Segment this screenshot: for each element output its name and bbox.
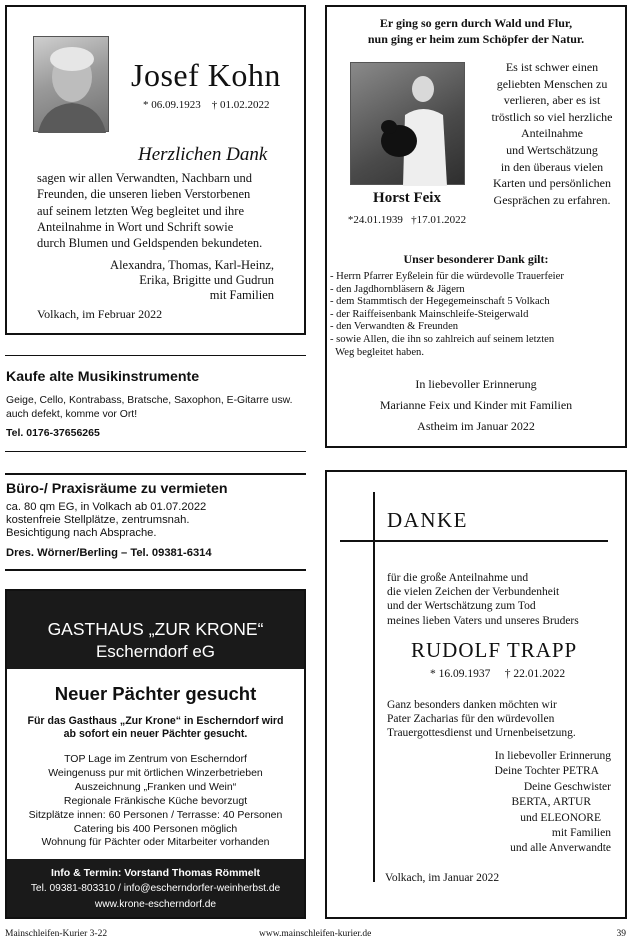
krone-features <box>7 753 304 850</box>
text-line: und Wertschätzung <box>506 142 598 157</box>
ad-line: Geige, Cello, Kontrabass, Bratsche, Saxophon, E-Gitarre usw. <box>6 395 293 406</box>
portrait-photo <box>350 62 465 185</box>
office-ad-text <box>6 501 206 541</box>
krone-website: www.krone-escherndorf.de <box>94 899 217 910</box>
office-ad-contact: Dres. Wörner/Berling – Tel. 09381-6314 <box>6 547 212 559</box>
deceased-name: RUDOLF TRAPP <box>411 638 578 662</box>
text-line: Gesprächen zu erfahren. <box>493 192 611 207</box>
life-dates: *24.01.1939 †17.01.2022 <box>347 214 467 226</box>
obituary-feix <box>325 5 627 448</box>
text-line: Es ist schwer einen <box>505 60 599 74</box>
krone-place: Escherndorf eG <box>95 642 216 661</box>
intro-line: und der Wertschätzung zum Tod <box>387 600 536 613</box>
ad-line: kostenfreie Stellplätze, zentrumsnah. <box>6 514 190 527</box>
ad-line: auch defekt, komme vor Ort! <box>6 408 138 420</box>
list-item: - dem Stammtisch der Hegegemeinschaft 5 Volkach <box>330 296 550 308</box>
thanks-line: Ganz besonders danken möchten wir <box>387 699 557 711</box>
family-line: BERTA, ARTUR <box>511 796 591 809</box>
ad-line: ca. 80 qm EG, in Volkach ab 01.07.2022 <box>6 501 207 513</box>
thanks-line: Trauergottesdienst und Urnenbeisetzung. <box>387 727 576 740</box>
text-line: Karten und persönlichen <box>493 176 611 191</box>
body-line: durch Blumen und Geldspenden bekundeten. <box>37 236 263 251</box>
thanks-line: Pater Zacharias für den würdevollen <box>387 713 555 726</box>
list-item: Weg begleitet haben. <box>330 346 424 358</box>
text-line: verlieren, aber es ist <box>503 93 601 108</box>
signers <box>110 258 274 303</box>
krone-contact-bar <box>7 859 304 917</box>
feature-line: Weingenuss pur mit örtlichen Winzerbetrieben <box>48 766 263 779</box>
krone-contact-line: Tel. 09381-803310 / info@escherndorfer-weinherbst.de <box>30 883 281 894</box>
list-item: - den Verwandten & Freunden <box>330 321 459 333</box>
text-line: geliebten Menschen zu <box>496 76 608 91</box>
krone-intro <box>7 715 304 741</box>
place-date: Volkach, im Januar 2022 <box>385 872 500 884</box>
memory-line: In liebevoller Erinnerung <box>415 377 537 391</box>
intro-line: ab sofort ein neuer Pächter gesucht. <box>63 728 248 740</box>
cross-horizontal <box>340 540 608 542</box>
family-line: In liebevoller Erinnerung <box>494 750 611 762</box>
cross-vertical <box>373 492 375 882</box>
feature-line: Sitzplätze innen: 60 Personen / Terrasse: 40 Personen <box>28 808 283 821</box>
list-item: - den Jagdhornbläsern & Jägern <box>330 283 465 295</box>
text-line: tröstlich so viel herzliche <box>491 109 613 124</box>
intro-line: meines lieben Vaters und unseres Bruders <box>387 614 579 627</box>
deceased-name: Josef Kohn <box>131 57 281 93</box>
divider <box>5 451 306 452</box>
list-item: - Herrn Pfarrer Eyßelein für die würdevolle Trauerfeier <box>330 271 564 282</box>
place-date: Volkach, im Februar 2022 <box>37 307 163 321</box>
feature-line: Auszeichnung „Franken und Wein“ <box>74 780 237 793</box>
danke-title: DANKE <box>387 508 468 532</box>
feature-line: Catering bis 400 Personen möglich <box>73 822 238 835</box>
special-thanks-title: Unser besonderer Dank gilt: <box>403 252 549 266</box>
footer-website[interactable]: www.mainschleifen-kurier.de <box>259 929 372 939</box>
text-line: in den überaus vielen <box>500 159 604 174</box>
special-thanks <box>387 698 576 741</box>
footer-publication: Mainschleifen-Kurier 3-22 <box>5 929 108 939</box>
family-line: Deine Tochter PETRA <box>494 765 599 778</box>
music-ad-title: Kaufe alte Musikinstrumente <box>6 369 200 385</box>
music-ad-phone: Tel. 0176-37656265 <box>6 427 100 439</box>
thanks-body <box>37 170 262 251</box>
intro-line: Für das Gasthaus „Zur Krone“ in Escherndorf wird <box>27 715 284 727</box>
ad-line: Besichtigung nach Absprache. <box>6 527 157 540</box>
place-date: Astheim im Januar 2022 <box>417 419 535 433</box>
family-signature <box>495 749 611 857</box>
divider <box>5 473 306 475</box>
deceased-name: Horst Feix <box>373 190 441 206</box>
krone-header <box>7 591 304 669</box>
music-ad-text <box>6 394 292 421</box>
obituary-kohn <box>5 5 306 335</box>
divider <box>5 355 306 356</box>
page-number: 39 <box>616 929 626 939</box>
special-thanks-list <box>330 271 564 359</box>
thanks-title: Herzlichen Dank <box>138 144 268 165</box>
danke-intro <box>387 571 579 628</box>
feature-line: Regionale Fränkische Küche bevorzugt <box>63 794 248 807</box>
body-line: sagen wir allen Verwandten, Nachbarn und <box>37 171 252 185</box>
family-line: und alle Anverwandte <box>510 842 611 855</box>
motto-line: nun ging er heim zum Schöpfer der Natur. <box>367 31 585 46</box>
body-line: auf seinem letzten Weg begleitet und ihre <box>37 203 245 218</box>
list-item: - sowie Allen, die ihn so zahlreich auf seinem letzten <box>330 333 555 345</box>
family-line: Deine Geschwister <box>523 780 611 793</box>
life-dates: * 16.09.1937 † 22.01.2022 <box>430 668 566 680</box>
family-line: Marianne Feix und Kinder mit Familien <box>379 398 573 412</box>
text-line: Anteilnahme <box>521 126 583 141</box>
list-item: - der Raiffeisenbank Mainschleife-Steigerwald <box>330 308 529 320</box>
motto <box>327 16 625 47</box>
portrait-photo <box>33 36 109 132</box>
obituary-trapp <box>325 470 627 919</box>
signer-line: Alexandra, Thomas, Karl-Heinz, <box>110 258 274 272</box>
condolence-text <box>477 59 627 208</box>
krone-headline: Neuer Pächter gesucht <box>54 683 257 704</box>
family-line: und ELEONORE <box>520 811 601 824</box>
feature-line: Wohnung für Pächter oder Mitarbeiter vorhanden <box>41 836 270 849</box>
intro-line: die vielen Zeichen der Verbundenheit <box>387 586 560 599</box>
life-dates: * 06.09.1923 † 01.02.2022 <box>143 99 270 111</box>
intro-line: für die große Anteilnahme und <box>387 572 529 584</box>
family-line: mit Familien <box>551 827 611 840</box>
divider <box>5 569 306 571</box>
signer-line: Erika, Brigitte und Gudrun <box>139 273 274 287</box>
signer-line: mit Familien <box>209 288 274 302</box>
krone-name: GASTHAUS „ZUR KRONE“ <box>47 619 264 639</box>
krone-ad <box>5 589 306 919</box>
feature-line: TOP Lage im Zentrum von Escherndorf <box>64 753 247 765</box>
body-line: Anteilnahme in Wort und Schrift sowie <box>37 219 234 234</box>
krone-contact-title: Info & Termin: Vorstand Thomas Römmelt <box>50 867 261 879</box>
office-ad-title: Büro-/ Praxisräume zu vermieten <box>6 481 228 497</box>
motto-line: Er ging so gern durch Wald und Flur, <box>379 16 573 30</box>
body-line: Freunden, die unseren lieben Verstorbenen <box>37 187 251 202</box>
